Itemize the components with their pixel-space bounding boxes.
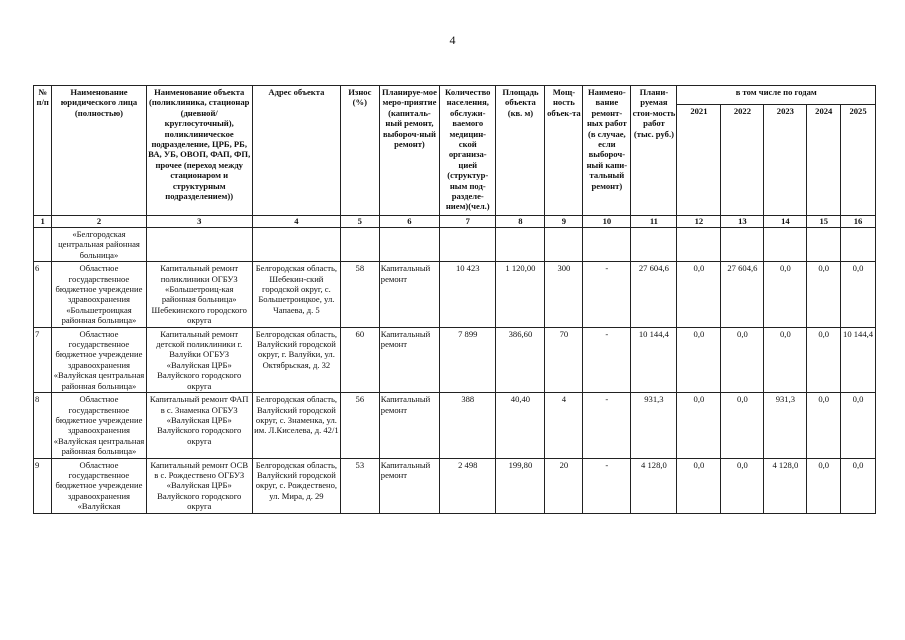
area-cell: 386,60 [496,327,545,392]
capacity-cell: 300 [545,262,583,327]
column-number: 3 [146,216,252,228]
address-cell: Белгородская область, Валуйский городской округ, г. Валуйки, ул. Октябрьская, д. 32 [252,327,340,392]
header-address: Адрес объекта [252,86,340,216]
legal-entity-cell: «Белгородская центральная районная больница» [52,228,146,262]
planned-event-cell: Капитальный ремонт [379,458,439,513]
planned-event-cell: Капитальный ремонт [379,327,439,392]
capacity-cell: 20 [545,458,583,513]
column-number: 13 [721,216,764,228]
wear-cell: 60 [340,327,379,392]
row-number: 7 [34,327,52,392]
column-number: 11 [631,216,677,228]
year-2022-cell: 0,0 [721,458,764,513]
header-work-name: Наимено-вание ремонт-ных работ (в случае, если выбороч-ный капи-тальный ремонт) [583,86,631,216]
column-number: 6 [379,216,439,228]
wear-cell: 53 [340,458,379,513]
year-2024-cell: 0,0 [807,393,841,458]
legal-entity-cell: Областное государственное бюджетное учреждение здравоохранения «Большетроицкая районная больница» [52,262,146,327]
year-2023-cell: 0,0 [764,327,807,392]
header-year-2025: 2025 [841,105,876,216]
header-year-2022: 2022 [721,105,764,216]
header-year-2023: 2023 [764,105,807,216]
address-cell: Белгородская область, Валуйский городской округ, с. Рождествено, ул. Мира, д. 29 [252,458,340,513]
cost-cell: 4 128,0 [631,458,677,513]
row-number: 6 [34,262,52,327]
cost-cell: 931,3 [631,393,677,458]
capacity-cell: 4 [545,393,583,458]
capacity-cell: 70 [545,327,583,392]
area-cell: 199,80 [496,458,545,513]
column-number: 4 [252,216,340,228]
continuation-row [34,228,876,262]
wear-cell: 56 [340,393,379,458]
object-name-cell: Капитальный ремонт поликлиники ОГБУЗ «Большетроиц-кая районная больница» Шебекинского городского округа [146,262,252,327]
legal-entity-cell: Областное государственное бюджетное учреждение здравоохранения «Валуйская [52,458,146,513]
header-years-group: в том числе по годам [677,86,876,105]
header-row [34,86,876,105]
column-number: 10 [583,216,631,228]
table-row [34,327,876,392]
year-2025-cell: 0,0 [841,262,876,327]
area-cell: 40,40 [496,393,545,458]
column-number: 1 [34,216,52,228]
wear-cell: 58 [340,262,379,327]
year-2025-cell: 0,0 [841,458,876,513]
column-number: 14 [764,216,807,228]
year-2021-cell: 0,0 [677,393,721,458]
work-name-cell: - [583,327,631,392]
legal-entity-cell: Областное государственное бюджетное учреждение здравоохранения «Валуйская центральная районная больница» [53,328,145,391]
year-2024-cell: 0,0 [807,262,841,327]
object-name-cell: Капитальный ремонт детской поликлиники г. Валуйки ОГБУЗ «Валуйская ЦРБ» Валуйского городского округа [146,327,252,392]
header-area: Площадь объекта (кв. м) [496,86,545,216]
cost-cell: 27 604,6 [631,262,677,327]
column-number: 16 [841,216,876,228]
column-number: 2 [52,216,146,228]
area-cell: 1 120,00 [496,262,545,327]
population-cell: 388 [440,393,496,458]
header-planned-event: Планируе-мое меро-приятие (капиталь-ный ремонт, выбороч-ный ремонт) [379,86,439,216]
object-name-cell: Капитальный ремонт ФАП в с. Знаменка ОГБУЗ «Валуйская ЦРБ» Валуйского городского округа [146,393,252,458]
population-cell: 2 498 [440,458,496,513]
year-2023-cell: 4 128,0 [764,458,807,513]
work-name-cell: - [583,393,631,458]
year-2021-cell: 0,0 [677,327,721,392]
column-number: 5 [340,216,379,228]
header-population: Количество населения, обслужи-ваемого медицин-ской организа-цией (структур-ным под-разделе-нием)(чел.) [440,86,496,216]
year-2025-cell: 0,0 [841,393,876,458]
header-year-2024: 2024 [807,105,841,216]
address-cell: Белгородская область, Шебекин-ский городской округ, с. Большетроицкое, ул. Чапаева, д. 5 [252,262,340,327]
table-row [34,393,876,458]
population-cell: 10 423 [440,262,496,327]
year-2022-cell: 0,0 [721,327,764,392]
year-2022-cell: 27 604,6 [721,262,764,327]
year-2021-cell: 0,0 [677,458,721,513]
table-row [34,262,876,327]
header-object-name: Наименование объекта (поликлиника, стационар (дневной/ круглосуточный), поликлиническое подразделение, ЦРБ, РБ, ВА, УБ, ОВОП, ФАП, ФП, прочее (переход между стационаром и структурным подразделением)) [146,86,252,216]
legal-entity-cell: Областное государственное бюджетное учреждение здравоохранения «Валуйская центральная районная больница» [53,394,145,457]
header-legal-entity: Наименование юридического лица (полностью) [52,86,146,216]
year-2025-cell: 10 144,4 [841,327,876,392]
population-cell: 7 899 [440,327,496,392]
year-2023-cell: 931,3 [764,393,807,458]
planned-event-cell: Капитальный ремонт [379,393,439,458]
column-number-row [34,216,876,228]
work-name-cell: - [583,262,631,327]
table-row [34,458,876,513]
header-year-2021: 2021 [677,105,721,216]
planned-event-cell: Капитальный ремонт [379,262,439,327]
header-cost: Плани-руемая стои-мость работ (тыс. руб.) [631,86,677,216]
column-number: 8 [496,216,545,228]
column-number: 9 [545,216,583,228]
header-no: № п/п [34,86,52,216]
repair-objects-table [33,85,876,514]
column-number: 7 [440,216,496,228]
year-2024-cell: 0,0 [807,458,841,513]
address-cell: Белгородская область, Валуйский городской округ, с. Знаменка, ул. им. Л.Киселева, д. 42/1 [252,393,340,458]
cost-cell: 10 144,4 [631,327,677,392]
work-name-cell: - [583,458,631,513]
page-number: 4 [449,33,456,47]
row-number: 9 [34,458,52,513]
year-2021-cell: 0,0 [677,262,721,327]
object-name-cell: Капитальный ремонт ОСВ в с. Рождествено ОГБУЗ «Валуйская ЦРБ» Валуйского городского округа [146,458,252,513]
header-wear: Износ (%) [340,86,379,216]
year-2024-cell: 0,0 [807,327,841,392]
year-2022-cell: 0,0 [721,393,764,458]
row-number: 8 [34,393,52,458]
column-number: 12 [677,216,721,228]
header-capacity: Мощ-ность объек-та [545,86,583,216]
column-number: 15 [807,216,841,228]
year-2023-cell: 0,0 [764,262,807,327]
